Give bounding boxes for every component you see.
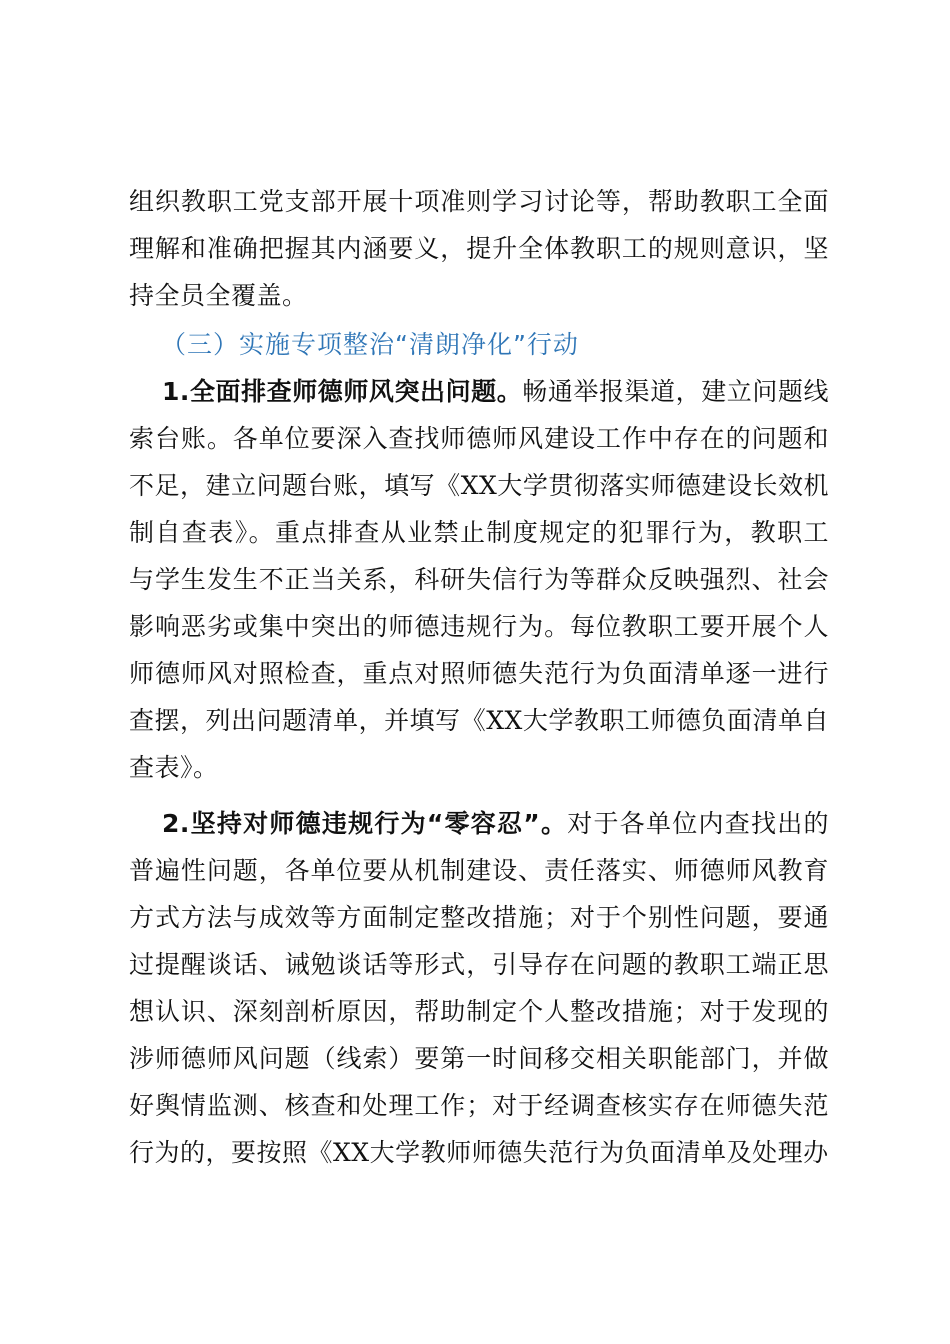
item-2-lead: 2.坚持对师德违规行为“零容忍”。 <box>162 809 568 838</box>
section-heading <box>161 321 579 368</box>
paragraph-text: 组织教职工党支部开展十项准则学习讨论等，帮助教职工全面理解和准确把握其内涵要义，提升全体教职工的规则意识，坚持全员全覆盖。 <box>129 187 829 310</box>
item-2-body: 对于各单位内查找出的普遍性问题，各单位要从机制建设、责任落实、师德师风教育方式方法与成效等方面制定整改措施；对于个别性问题，要通过提醒谈话、诫勉谈话等形式，引导存在问题的教职工端正思想认识、深刻剖析原因，帮助制定个人整改措施；对于发现的涉师德师风问题（线索）要第一时间移交相关职能部门，并做好舆情监测、核查和处理工作；对于经调查核实存在师德失范行为的，要按照《XX大学教师师德失范行为负面清单及处理办 <box>129 809 829 1167</box>
item-1-lead: 1.全面排查师德师风突出问题。 <box>162 377 523 406</box>
section-heading-text: （三）实施专项整治“清朗净化”行动 <box>161 330 579 359</box>
paragraph-item-1 <box>129 368 829 791</box>
item-1-body: 畅通举报渠道，建立问题线索台账。各单位要深入查找师德师风建设工作中存在的问题和不足，建立问题台账，填写《XX大学贯彻落实师德建设长效机制自查表》。重点排查从业禁止制度规定的犯罪行为，教职工与学生发生不正当关系，科研失信行为等群众反映强烈、社会影响恶劣或集中突出的师德违规行为。每位教职工要开展个人师德师风对照检查，重点对照师德失范行为负面清单逐一进行查摆，列出问题清单，并填写《XX大学教职工师德负面清单自查表》。 <box>129 377 829 782</box>
paragraph-item-2 <box>129 800 829 1176</box>
paragraph-continuation <box>129 178 829 319</box>
